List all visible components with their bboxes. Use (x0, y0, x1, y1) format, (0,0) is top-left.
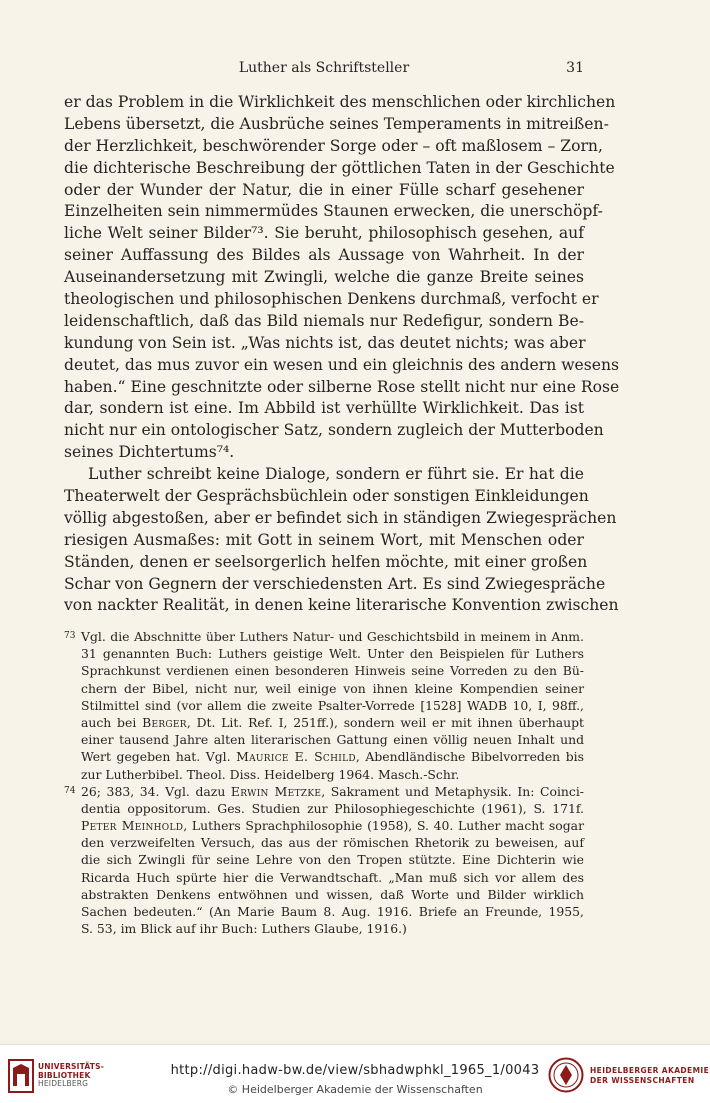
footnote-line: Wert gegeben hat. Vgl. Maurice E. Schild, Abendländische Bibelvorreden bis (81, 749, 584, 765)
footnote-line: 31 genannten Buch: Luthers geistige Welt. Unter den Beispielen für Luthers (81, 646, 584, 662)
text-line: von nackter Realität, in denen keine literarische Konvention zwischen (64, 596, 619, 615)
text-line: völlig abgestoßen, aber er befindet sich in ständigen Zwiegesprächen (64, 508, 617, 527)
text-line: dar, sondern ist eine. Im Abbild ist verhüllte Wirklichkeit. Das ist (64, 399, 584, 418)
footnote-line: Ricarda Huch spürte hier die Verwandtschaft. „Man muß sich vor allem des (81, 869, 584, 885)
footnote-73 (64, 628, 584, 783)
footnote-line: zur Lutherbibel. Theol. Diss. Heidelberg 1964. Masch.-Schr. (81, 766, 460, 782)
author-name: Maurice E. Schild (236, 749, 356, 765)
text-line: der Herzlichkeit, beschwörender Sorge oder – oft maßlosem – Zorn, (64, 136, 603, 155)
university-library-name: UNIVERSITÄTS- BIBLIOTHEK HEIDELBERG (38, 1062, 105, 1088)
text-line: seiner Auffassung des Bildes als Aussage von Wahrheit. In der (64, 246, 584, 265)
running-title: Luther als Schriftsteller (238, 60, 410, 76)
footnote-line: Sprachkunst verdienen einen besonderen Hinweis seine Vorreden zu den Bü- (81, 663, 584, 679)
text-line: seines Dichtertums⁷⁴. (64, 443, 235, 462)
text-line: Lebens übersetzt, die Ausbrüche seines Temperaments in mitreißen- (64, 114, 609, 133)
main-text (64, 92, 620, 617)
text-line: er das Problem in die Wirklichkeit des menschlichen oder kirchlichen (64, 93, 616, 111)
author-name: Berger (142, 714, 187, 730)
author-name: Peter Meinhold (81, 818, 184, 834)
text-line: leidenschaftlich, daß das Bild niemals nur Redefigur, sondern Be- (64, 311, 584, 330)
footnote-line: dentia oppositorum. Ges. Studien zur Philosophiegeschichte (1961), S. 171f. (81, 800, 584, 816)
text-line: kundung von Sein ist. „Was nichts ist, das deutet nichts; was aber (64, 333, 586, 352)
text-line: riesigen Ausmaßes: mit Gott in seinem Wort, mit Menschen oder (64, 530, 584, 549)
footnotes (64, 628, 584, 937)
footnote-line: den verzweifelten Versuch, das aus der römischen Rhetorik zu beweisen, auf (81, 835, 584, 851)
text-line: die dichterische Beschreibung der göttlichen Taten in der Geschichte (64, 158, 615, 177)
text-line: Auseinandersetzung mit Zwingli, welche die ganze Breite seines (64, 268, 584, 287)
text-line: Theaterwelt der Gesprächsbüchlein oder sonstigen Einkleidungen (64, 487, 589, 506)
footnote-line: S. 53, im Blick auf ihr Buch: Luthers Glaube, 1916.) (81, 921, 407, 937)
text-line: oder der Wunder der Natur, die in einer Fülle scharf gesehener (64, 180, 584, 199)
copyright-notice: © Heidelberger Akademie der Wissenschaften (227, 1083, 483, 1096)
page-number: 31 (566, 60, 584, 76)
text-line: liche Welt seiner Bilder⁷³. Sie beruht, philosophisch gesehen, auf (64, 224, 584, 243)
author-name: Erwin Metzke (230, 783, 322, 799)
text-line: nicht nur ein ontologischer Satz, sondern zugleich der Mutterboden (64, 421, 604, 440)
academy-seal-icon (548, 1057, 584, 1093)
footnote-line: auch bei Berger, Dt. Lit. Ref. I, 251ff.), sondern weil er mit ihnen überhaupt (81, 714, 584, 730)
footnote-line: Sachen bedeuten.“ (An Marie Baum 8. Aug. 1916. Briefe an Freunde, 1955, (81, 904, 584, 919)
page-header (64, 60, 584, 82)
footnote-line: 74 26; 383, 34. Vgl. dazu Erwin Metzke, Sakrament und Metaphysik. In: Coinci- (64, 783, 584, 799)
footnote-line: chern der Bibel, nicht nur, weil einige von ihnen kleine Kompendien seiner (81, 680, 584, 696)
text-line: theologischen und philosophischen Denkens durchmaß, verfocht er (64, 290, 599, 309)
footnote-74 (64, 783, 584, 938)
text-line: haben.“ Eine geschnitzte oder silberne Rose stellt nicht nur eine Rose (64, 377, 620, 396)
text-line: Einzelheiten sein nimmermüdes Staunen erwecken, die unerschöpf- (64, 202, 603, 221)
text-line: deutet, das mus zuvor ein wesen und ein gleichnis des andern wesens (64, 355, 620, 374)
text-line: Luther schreibt keine Dialoge, sondern er führt sie. Er hat die (88, 465, 584, 484)
text-line: Ständen, denen er seelsorgerlich helfen möchte, mit einer großen (64, 552, 588, 571)
footnote-line: Peter Meinhold, Luthers Sprachphilosophie (1958), S. 40. Luther macht sogar (81, 818, 584, 834)
footnote-line: 73 Vgl. die Abschnitte über Luthers Natur- und Geschichtsbild in meinem in Anm. (64, 629, 584, 644)
digitization-footer (0, 1044, 710, 1103)
footnote-number: 73 (64, 631, 76, 641)
footnote-line: die sich Zwingli für seine Lehre von den Tropen stützte. Eine Dichterin wie (81, 852, 584, 868)
permalink-url[interactable]: http://digi.hadw-bw.de/view/sbhadwphkl_1965_1/0043 (170, 1063, 540, 1078)
text-line: Schar von Gegnern der verschiedensten Art. Es sind Zwiegespräche (64, 574, 606, 593)
academy-name: HEIDELBERGER AKADEMIE DER WISSENSCHAFTEN (590, 1066, 710, 1085)
footnote-number: 74 (64, 785, 76, 796)
footnote-line: abstrakten Denkens entwöhnen und wissen, daß Worte und Bilder wirklich (81, 886, 584, 902)
footnote-line: einer tausend Jahre alten literarischen Gattung einen völlig neuen Inhalt und (81, 732, 584, 748)
footnote-line: Stilmittel sind (vor allem die zweite Psalter-Vorrede [1528] WADB 10, I, 98ff., (81, 697, 584, 713)
